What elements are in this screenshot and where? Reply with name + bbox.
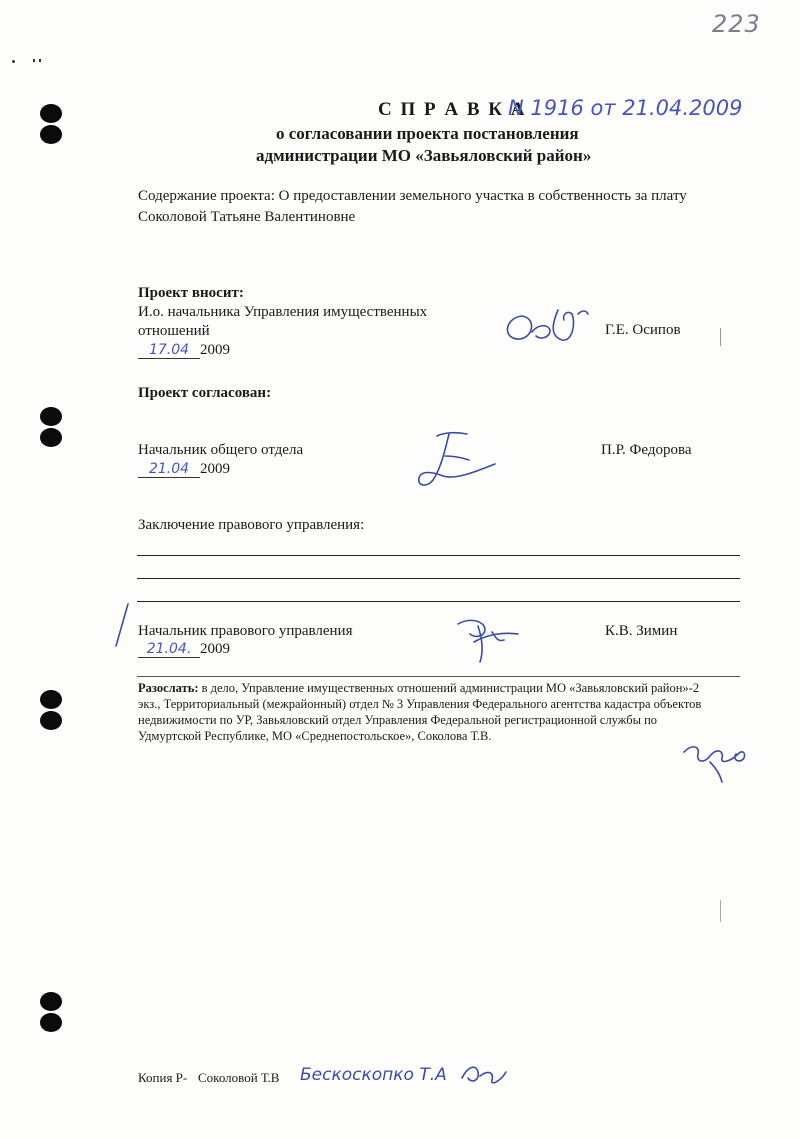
scan-speck [39,59,41,62]
legal-date [138,641,230,658]
legal-position: Начальник правового управления [138,623,353,639]
approval-date-handwritten: 21.04 [138,461,200,478]
submitter-date-handwritten: 17.04 [138,342,200,359]
copy-name: Соколовой Т.В [198,1070,280,1085]
conclusion-line [137,555,740,556]
scan-speck [12,60,15,63]
submitter-position-2: отношений [138,323,210,339]
approval-position: Начальник общего отдела [138,442,304,458]
distribution-line-4: Удмуртской Республике, МО «Среднепостольское», Соколова Т.В. [138,729,492,743]
punch-hole [40,407,62,426]
title-line-3: администрации МО «Завьяловский район» [256,146,592,165]
approval-date-year: 2009 [200,461,230,477]
margin-tick [720,900,721,922]
scan-speck [33,59,35,62]
legal-date-year: 2009 [200,641,230,657]
zimin-signature [448,612,528,667]
conclusion-line [137,601,740,602]
osipov-signature [500,306,605,346]
legal-name: К.В. Зимин [605,623,678,639]
approval-date [138,461,230,478]
registration-number: N 1916 от 21.04.2009 [508,96,743,120]
margin-tick [720,328,721,346]
punch-hole [40,125,62,144]
approval-heading: Проект согласован: [138,385,272,401]
distribution-text-1: в дело, Управление имущественных отношений администрации МО «Завьяловский район»-2 [201,681,700,695]
content-line-2: Соколовой Татьяне Валентиновне [138,209,356,225]
footer-signature [458,1060,518,1090]
margin-check-mark [112,600,132,650]
punch-hole [40,1013,62,1032]
punch-hole [40,104,62,123]
submitter-position-1: И.о. начальника Управления имущественных [138,304,428,320]
punch-hole [40,690,62,709]
submitter-date [138,342,230,359]
content-line-1: Содержание проекта: О предоставлении земельного участка в собственность за плату [138,188,687,204]
title-line-2: о согласовании проекта постановления [276,124,579,143]
submitter-heading: Проект вносит: [138,285,244,301]
copy-label: Копия Р- [138,1070,188,1085]
legal-conclusion-label: Заключение правового управления: [138,517,365,533]
legal-date-handwritten: 21.04. [138,641,200,658]
distribution-line-1 [138,681,699,696]
distribution-divider [137,676,740,677]
punch-hole [40,992,62,1011]
distribution-label: Разослать: [138,681,199,695]
fedorova-signature [405,428,500,498]
submitter-date-year: 2009 [200,342,230,358]
distribution-line-2: экз., Территориальный (межрайонный) отдел № 3 Управления Федерального агентства кадастра объектов [138,697,702,711]
copy-handwritten-note: Бескоскопко Т.А [300,1065,447,1085]
distribution-line-3: недвижимости по УР, Завьяловский отдел Управления Федеральной регистрационной службы по [138,713,658,727]
approval-name: П.Р. Федорова [601,442,692,458]
page-number: 223 [712,10,761,38]
distribution-signature [680,738,750,788]
conclusion-line [137,578,740,579]
submitter-name: Г.Е. Осипов [605,322,681,338]
document-title: С П Р А В К А [378,99,527,120]
punch-hole [40,711,62,730]
punch-hole [40,428,62,447]
